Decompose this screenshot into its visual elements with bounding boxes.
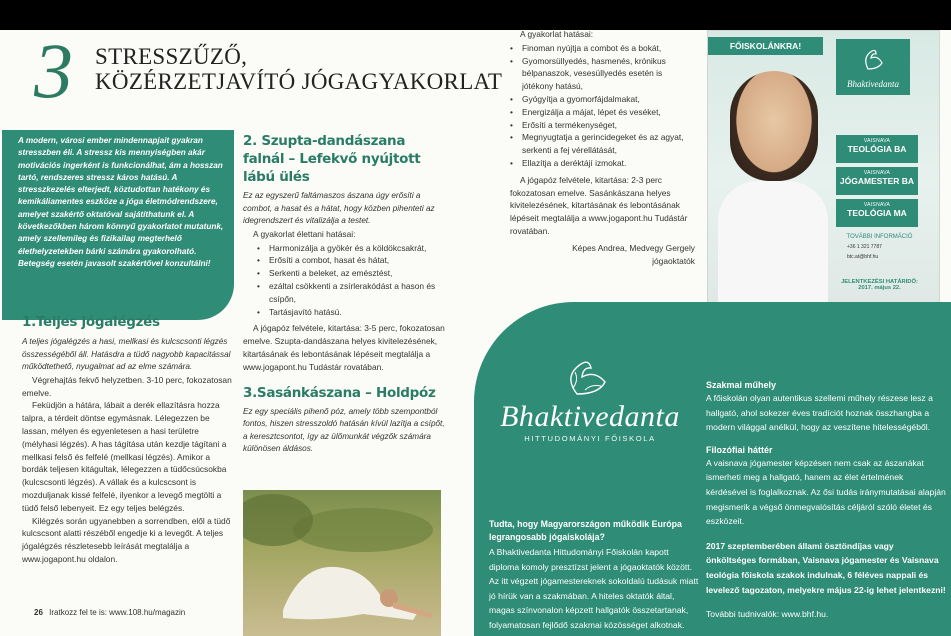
column-3-effects [510,42,695,170]
section-2 [243,132,448,456]
article-number: 3 [34,30,73,114]
list-item: • Serkenti a beleket, az emésztést, [257,267,448,280]
panel-heading-2: Filozófiai háttér [706,444,773,455]
advert-model-shirt [718,181,828,311]
title-line-2: KÖZÉRZETJAVÍTÓ JÓGAGYAKORLAT [95,69,503,94]
list-item: • ezáltal csökkenti a zsírlerakódást a hason és csípőn, [257,280,448,306]
panel-text-2: A vaisnava jógamester képzésen nem csak az ászanákat ismerheti meg a hallgató, hanem az élet értelmének kérdésével is foglalkoznak. Az ősi tudás iránymutatásai alapján megismerik a végső önmegvalósítás céljáról szóló életet és eszközeit. [706,457,946,527]
panel-text-3: 2017 szeptemberében állami ösztöndíjas vagy önköltséges formában, Vaisnava jógamester és Vaisnava teológia főiskola szakok indulnak, 6 féléves nappali és levelező tagozaton, melyekre május 22-ig lehet jelentkezni! [706,540,946,595]
list-item: • Tartásjavító hatású. [257,306,448,319]
column-3-effects-title: A gyakorlat hatásai: [520,30,594,39]
section-2-lead: Ez az egyszerű faltámaszos ászana úgy erősíti a combot, a hasat és a hátat, hogy közben pihenteti az idegrendszert és vitalizálja a testet. [243,191,435,226]
title-line-1: STRESSZŰZŐ, [95,44,248,69]
page-number: 26 [34,608,43,617]
section-2-effects [257,242,448,319]
list-item: • Gyomorsüllyedés, hasmenés, krónikus bélpanaszok, vesesüllyedés esetén is jótékony hatású, [510,55,695,93]
column-3 [510,30,695,267]
college-advert [707,30,940,335]
badge-jogamester-ba [836,167,918,195]
badge-large: TEOLÓGIA BA [847,144,907,154]
panel-column-left [489,518,699,633]
list-item: • Finoman nyújtja a combot és a bokát, [510,42,695,55]
advert-logo [836,39,910,95]
panel-brand-sub: HITTUDOMÁNYI FŐISKOLA [524,434,656,443]
section-2-heading: 2. Szupta-dandászana falnál – Lefekvő nyújtott lábú ülés [243,133,421,185]
section-2-effects-title: A gyakorlat élettani hatásai: [253,228,356,239]
list-item: • Harmonizálja a gyökér és a köldökcsakrát, [257,242,448,255]
panel-question: Tudta, hogy Magyarországon működik Európa legrangosabb jógaiskolája? [489,519,682,542]
advert-phone: +36 1 321 7787 [847,244,882,250]
magazine-page [0,30,951,636]
advert-email: btc.at@bhf.hu [847,254,879,260]
badge-large: TEOLÓGIA MA [847,208,907,218]
yoga-pose-photo [243,490,441,636]
section-3-heading: 3.Sasánkászana – Holdpóz [243,384,436,401]
panel-heading-1: Szakmai műhely [706,380,777,390]
panel-text-1: A főiskolán olyan autentikus szellemi műhely részese lesz a hallgató, ahol sokezer éves tradíciót hoznak összhangba a modern világgal anélkül, hogy az veszítene hitelességéből. [706,393,933,433]
badge-small: VAISNAVA [863,202,891,208]
section-1-p2: Feküdjön a hátára, lábait a derék ellazításra hozza talpra, a térdeit döntse egymásnak. Lélegezzen be lassan, mélyen és egyenletesen a hasi területre (mélyhasi légzés). A has tágítása után kezdje tágítani a mellkasi felső és felfelé (mellkasi légzés). Amikor a bordák teljesen kitágultak, lélegezzen a tüdőcsúcsokba (kulcscsonti légzés). A vállak és a kulcscsont is mozduljanak kissé felfelé, ilyenkor a levegő megtölti a tüdő felső lebenyeit. Ez egy teljes belégzés. [22,400,227,513]
panel-text: A Bhaktivedanta Hittudományi Főiskolán kapott diploma komoly presztízst jelent a jógaoktatók között. Az itt végzett jógamestereknek sokoldalú tudásuk miatt jó hírük van a szakmában. A hiteles oktatók által, magas színvonalon képzett hallgatók összetartanak, folyamatosan fejlődő szakmai közösséget alkotnak. [489,547,699,630]
article-title [95,44,502,94]
list-item: • Ellazítja a deréktájí izmokat. [510,157,695,170]
panel-logo [495,350,685,443]
top-black-bar [0,0,951,30]
footer-text: Iratkozz fel te is: www.108.hu/magazin [49,608,186,617]
panel-column-right [706,380,946,622]
advert-ribbon: FŐISKOLÁNKRA! [708,37,823,55]
author-names: Képes Andrea, Medvegy Gergely [572,242,695,253]
list-item: • Gyógyítja a gyomorfájdalmakat, [510,93,695,106]
panel-text-4: További tudnivalók: www.bhf.hu. [706,609,829,620]
list-item: • Energizálja a májat, lépet és veséket, [510,106,695,119]
intro-text: A modern, városi ember mindennapjait gyakran stresszben éli. A stressz kis mennyiségben akár motivációs ingerként is funkcionálhat, ám a hosszan tartó, rendszeres stressz káros hatású. A stresszkezelés elterjedt, köztudottan hatékony és kemikáliamentes eszköze a jóga életmódrendszere, amelyet szakértő oktatóval sajátíthatunk el. A következőkben három könnyű gyakorlatot mutatunk, amely szellemileg és fizikailag megterhelő élethelyzetekben bárki számára gyakorolható. Betegség esetén javasolt szakértővel konzultálni! [18,136,224,268]
swan-logo-icon [555,350,625,400]
advert-model-photo [730,71,818,181]
section-1-p3: Kilégzés során ugyanebben a sorrendben, elől a tüdő kulcscsont alatti részéből engedje ki a levegőt. A teljes jógalégzés részletesebb leírását megtalálja a www.jogapont.hu oldalon. [22,515,231,564]
list-item: • Megnyugtatja a gerincidegeket és az agyat, serkenti a fej vérellátását, [510,131,695,157]
panel-brand: Bhaktivedanta [500,400,680,433]
advert-info-title: TOVÁBBI INFORMÁCIÓ [846,234,913,240]
intro-box [2,130,234,320]
author-signature [510,242,695,268]
list-item: • Erősíti a combot, hasat és hátat, [257,254,448,267]
section-3-lead: Ez egy speciális pihenő póz, amely több szempontból fontos, hiszen stresszoldó hatásán kívül lazítja a csípőt, a keresztcsontot, így az ülőmunkát végzők számára különösen áldásos. [243,406,445,454]
child-pose-figure [243,490,441,636]
deadline-label: JELENTKEZÉSI HATÁRIDŐ: [841,279,918,285]
advert-deadline [833,279,926,291]
section-3 [243,384,448,456]
badge-large: JÓGAMESTER BA [839,176,915,186]
author-role: jógaoktatók [652,255,695,266]
section-1-lead: A teljes jógalégzés a hasi, mellkasi és kulcscsonti légzés összességéből áll. Hatásdra a tüdő nagyobb kapacitással működtethető, nyugalmat ad az elme számára. [22,337,231,372]
badge-small: VAISNAVA [863,138,891,144]
deadline-date: 2017. május 22. [858,285,901,291]
section-1-heading: 1.Teljes jógalégzés [22,314,160,330]
badge-teologia-ma [836,199,918,227]
badge-small: VAISNAVA [863,170,891,176]
section-1 [22,314,234,566]
column-3-p1: A jógapóz felvétele, kitartása: 2-3 perc fokozatosan emelve. Sasánkászana helyes kivitelezésének, kitartásának és lebontásának lépéseit megtalálja a www.jogapont.hu Tudástár rovatában. [510,174,688,236]
section-2-p1: A jógapóz felvétele, kitartása: 3-5 perc, fokozatosan emelve. Szupta-dandászana helyes kivitelezésének, kitartásának és lebontásának lépéseit megtalálja a www.jogapont.hu Tudástár rovatában. [243,323,445,372]
advert-logo-name: Bhaktivedanta [847,79,899,89]
advert-info [833,234,926,260]
section-1-p1: Végrehajtás fekvő helyzetben. 3-10 perc, fokozatosan emelve. [22,374,232,398]
swan-logo-icon [858,45,888,75]
badge-teologia-ba [836,135,918,163]
page-footer [34,608,185,617]
list-item: • Erősíti a termékenységet, [510,119,695,132]
